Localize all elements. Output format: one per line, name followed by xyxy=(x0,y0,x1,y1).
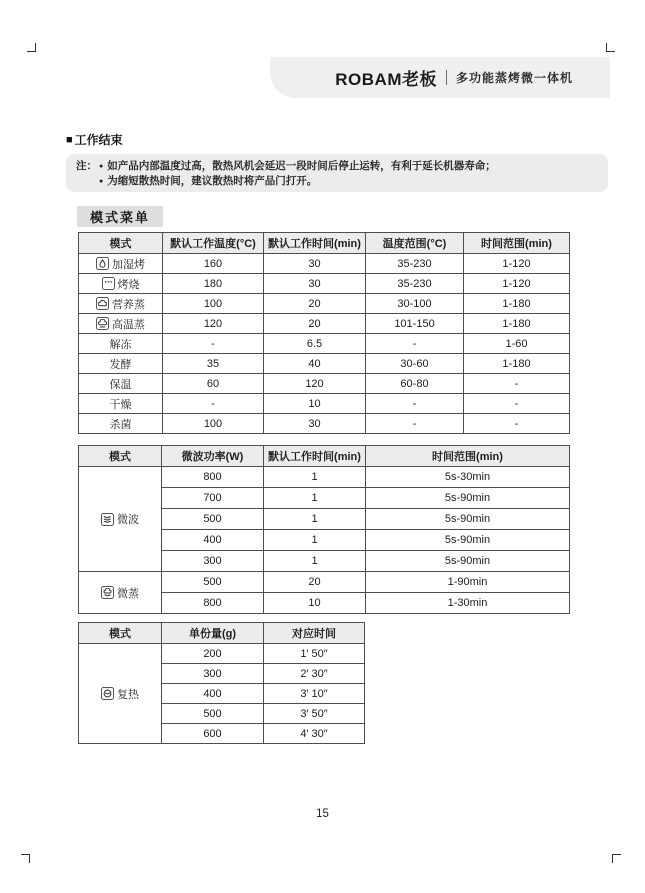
note-text: 如产品内部温度过高，散热风机会延迟一段时间后停止运转，有利于延长机器寿命； xyxy=(107,160,496,172)
value-cell: 20 xyxy=(264,294,366,314)
menu-section-title: 模式菜单 xyxy=(77,206,163,227)
header-cell: 模式 xyxy=(79,623,162,644)
mode-label: 高温蒸 xyxy=(112,318,145,331)
value-cell: 1-180 xyxy=(464,314,570,334)
mode-cell: 保温 xyxy=(79,374,163,394)
value-cell: 4′ 30″ xyxy=(264,724,365,744)
value-cell: 30-60 xyxy=(366,354,464,374)
crop-mark-bottom-left xyxy=(21,854,30,863)
mode-cell xyxy=(79,644,162,744)
section-title: 工作结束 xyxy=(74,133,123,147)
table-row xyxy=(79,414,570,434)
value-cell: 500 xyxy=(162,704,264,724)
value-cell: 60-80 xyxy=(366,374,464,394)
header-cell: 模式 xyxy=(79,233,163,254)
value-cell: 5s-90min xyxy=(366,509,570,530)
value-cell: 300 xyxy=(162,551,264,572)
value-cell: 5s-90min xyxy=(366,530,570,551)
mode-cell: 干燥 xyxy=(79,394,163,414)
reheat-icon xyxy=(101,687,114,700)
value-cell: 1-180 xyxy=(464,354,570,374)
value-cell: 35 xyxy=(163,354,264,374)
value-cell: 101-150 xyxy=(366,314,464,334)
header-cell: 默认工作时间(min) xyxy=(264,446,366,467)
microwave-icon xyxy=(101,513,114,526)
table-row xyxy=(79,254,570,274)
value-cell: 120 xyxy=(264,374,366,394)
bullet-icon: ● xyxy=(99,163,104,170)
header-row xyxy=(79,623,365,644)
divider xyxy=(446,70,447,85)
value-cell: 160 xyxy=(163,254,264,274)
value-cell: 1-90min xyxy=(366,572,570,593)
value-cell: 1 xyxy=(264,551,366,572)
mode-cell xyxy=(79,294,163,314)
mode-cell: 杀菌 xyxy=(79,414,163,434)
value-cell: 500 xyxy=(162,509,264,530)
value-cell: - xyxy=(464,414,570,434)
value-cell: - xyxy=(366,334,464,354)
mode-label: 加湿烤 xyxy=(112,258,145,271)
value-cell: 6.5 xyxy=(264,334,366,354)
product-name: 多功能蒸烤微一体机 xyxy=(455,71,573,85)
crop-mark-top-right xyxy=(606,43,615,52)
value-cell: 1 xyxy=(264,509,366,530)
work-modes-table xyxy=(78,232,570,434)
value-cell: 20 xyxy=(264,314,366,334)
value-cell: 10 xyxy=(264,593,366,614)
brand-logo: ROBAM老板 xyxy=(335,70,437,89)
value-cell: 1 xyxy=(264,467,366,488)
value-cell: 3′ 50″ xyxy=(264,704,365,724)
mode-cell xyxy=(79,314,163,334)
mode-label: 微波 xyxy=(117,514,139,526)
page-number: 15 xyxy=(316,808,329,820)
value-cell: 1-30min xyxy=(366,593,570,614)
header-cell: 温度范围(°C) xyxy=(366,233,464,254)
value-cell: 300 xyxy=(162,664,264,684)
value-cell: 400 xyxy=(162,684,264,704)
note-text: 为缩短散热时间，建议散热时将产品门打开。 xyxy=(107,175,318,188)
value-cell: 100 xyxy=(163,414,264,434)
square-marker-icon: ■ xyxy=(66,133,73,146)
crop-mark-top-left xyxy=(27,43,36,52)
value-cell: 700 xyxy=(162,488,264,509)
mode-label: 复热 xyxy=(117,688,139,701)
value-cell: 1-60 xyxy=(464,334,570,354)
value-cell: 1 xyxy=(264,488,366,509)
value-cell: - xyxy=(366,394,464,414)
header-cell: 对应时间 xyxy=(264,623,365,644)
value-cell: 1-120 xyxy=(464,254,570,274)
value-cell: 30-100 xyxy=(366,294,464,314)
table-row xyxy=(79,314,570,334)
value-cell: 180 xyxy=(163,274,264,294)
value-cell: - xyxy=(366,414,464,434)
value-cell: 400 xyxy=(162,530,264,551)
value-cell: 35-230 xyxy=(366,274,464,294)
table-row xyxy=(79,467,570,488)
value-cell: - xyxy=(163,394,264,414)
humid-bake-icon xyxy=(96,257,109,270)
value-cell: 500 xyxy=(162,572,264,593)
value-cell: - xyxy=(464,394,570,414)
mode-cell xyxy=(79,274,163,294)
table-row xyxy=(79,274,570,294)
bullet-icon: ● xyxy=(99,178,104,186)
table-row xyxy=(79,374,570,394)
value-cell: 120 xyxy=(163,314,264,334)
mode-cell xyxy=(79,254,163,274)
value-cell: - xyxy=(163,334,264,354)
table-row xyxy=(79,394,570,414)
header-cell: 单份量(g) xyxy=(162,623,264,644)
note-line xyxy=(99,174,496,189)
value-cell: 800 xyxy=(162,467,264,488)
crop-mark-bottom-right xyxy=(612,854,621,863)
micro-steam-icon xyxy=(101,586,114,599)
value-cell: 1′ 50″ xyxy=(264,644,365,664)
value-cell: 5s-90min xyxy=(366,551,570,572)
value-cell: 35-230 xyxy=(366,254,464,274)
reheat-table xyxy=(78,622,365,744)
microwave-modes-table xyxy=(78,445,570,614)
grill-icon xyxy=(102,277,115,290)
mode-cell xyxy=(79,572,162,614)
mode-cell: 解冻 xyxy=(79,334,163,354)
value-cell: 40 xyxy=(264,354,366,374)
value-cell: 60 xyxy=(163,374,264,394)
header-cell: 时间范围(min) xyxy=(464,233,570,254)
mode-cell: 发酵 xyxy=(79,354,163,374)
header-cell: 默认工作时间(min) xyxy=(264,233,366,254)
value-cell: 20 xyxy=(264,572,366,593)
section-heading xyxy=(66,131,123,148)
table-row xyxy=(79,294,570,314)
steam-icon xyxy=(96,297,109,310)
value-cell: 800 xyxy=(162,593,264,614)
mode-cell xyxy=(79,467,162,572)
table-row xyxy=(79,572,570,593)
header-cell: 默认工作温度(°C) xyxy=(163,233,264,254)
header-cell: 模式 xyxy=(79,446,162,467)
header-cell: 微波功率(W) xyxy=(162,446,264,467)
value-cell: 30 xyxy=(264,274,366,294)
value-cell: 30 xyxy=(264,414,366,434)
note-box xyxy=(66,154,608,192)
value-cell: 30 xyxy=(264,254,366,274)
header-row xyxy=(79,446,570,467)
value-cell: 10 xyxy=(264,394,366,414)
value-cell: 600 xyxy=(162,724,264,744)
value-cell: 1-120 xyxy=(464,274,570,294)
note-lines xyxy=(99,159,496,187)
value-cell: 3′ 10″ xyxy=(264,684,365,704)
value-cell: 100 xyxy=(163,294,264,314)
mode-label: 烤烧 xyxy=(117,278,140,291)
table-row xyxy=(79,334,570,354)
header-row xyxy=(79,233,570,254)
table-row xyxy=(79,354,570,374)
value-cell: 1 xyxy=(264,530,366,551)
mode-label: 营养蒸 xyxy=(112,298,145,311)
note-line xyxy=(99,159,496,174)
value-cell: 5s-90min xyxy=(366,488,570,509)
header-band xyxy=(270,57,610,98)
header-cell: 时间范围(min) xyxy=(366,446,570,467)
mode-label: 微蒸 xyxy=(117,587,139,600)
value-cell: 200 xyxy=(162,644,264,664)
value-cell: 5s-30min xyxy=(366,467,570,488)
value-cell: - xyxy=(464,374,570,394)
value-cell: 1-180 xyxy=(464,294,570,314)
high-steam-icon xyxy=(96,317,109,330)
value-cell: 2′ 30″ xyxy=(264,664,365,684)
table-row xyxy=(79,644,365,664)
note-prefix: 注： xyxy=(76,160,97,172)
